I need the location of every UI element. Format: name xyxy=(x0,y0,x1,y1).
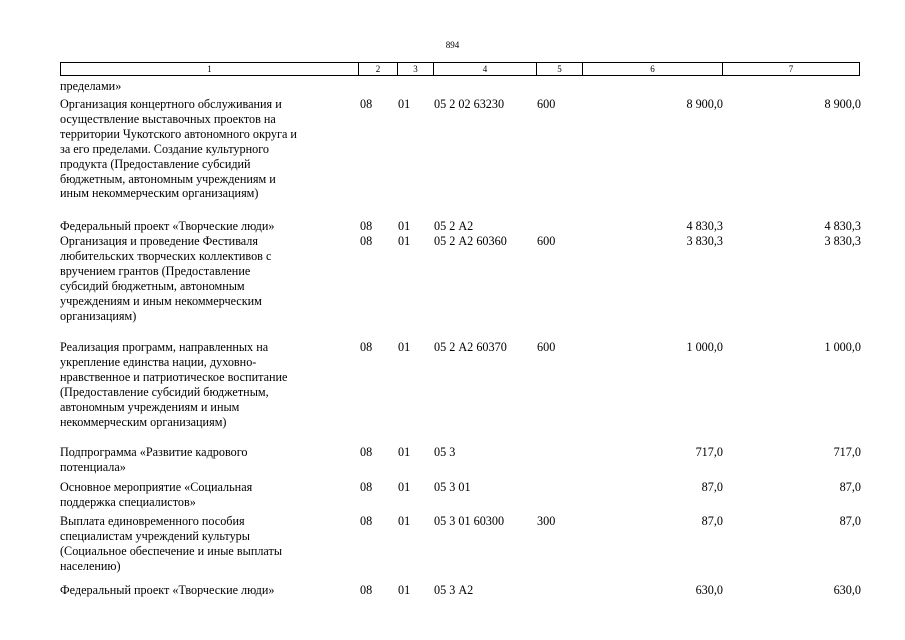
column-header-row xyxy=(60,62,860,76)
row-amount-col6: 4 830,3 xyxy=(686,219,723,233)
page-number: 894 xyxy=(445,40,460,50)
row-section: 08 xyxy=(360,97,373,111)
row-name-line: специалистам учреждений культуры xyxy=(60,528,250,543)
row-name-line: любительских творческих коллективов с xyxy=(60,248,272,263)
row-name xyxy=(60,234,358,323)
row-amount-col7: 717,0 xyxy=(833,445,861,459)
row-name xyxy=(60,219,358,234)
column-header-2: 2 xyxy=(359,63,398,75)
row-name-line: (Предоставление субсидий бюджетным, xyxy=(60,384,269,399)
row-amount-col6: 630,0 xyxy=(695,583,723,597)
row-amount-col7: 8 900,0 xyxy=(824,97,861,111)
row-expense-type: 600 xyxy=(537,234,556,248)
column-header-6: 6 xyxy=(583,63,723,75)
row-subsection: 01 xyxy=(398,97,411,111)
row-target-article: 05 3 01 60300 xyxy=(434,514,505,528)
row-target-article: 05 2 А2 60360 xyxy=(434,234,507,248)
row-amount-col7: 4 830,3 xyxy=(824,219,861,233)
row-name-line: Подпрограмма «Развитие кадрового xyxy=(60,445,248,459)
row-name xyxy=(60,583,358,598)
row-name-line: поддержка специалистов» xyxy=(60,494,196,509)
column-header-1: 1 xyxy=(61,63,359,75)
row-amount-col6: 3 830,3 xyxy=(686,234,723,248)
row-subsection: 01 xyxy=(398,583,411,597)
row-subsection: 01 xyxy=(398,445,411,459)
row-name xyxy=(60,445,358,475)
row-name-line: Федеральный проект «Творческие люди» xyxy=(60,583,275,597)
row-section: 08 xyxy=(360,583,373,597)
row-amount-col6: 87,0 xyxy=(701,480,723,494)
row-section: 08 xyxy=(360,480,373,494)
row-name-line: бюджетным, автономным учреждениям и xyxy=(60,171,276,186)
column-header-4: 4 xyxy=(434,63,537,75)
column-header-5: 5 xyxy=(537,63,583,75)
row-amount-col7: 3 830,3 xyxy=(824,234,861,248)
row-name-line: укрепление единства нации, духовно- xyxy=(60,354,257,369)
row-section: 08 xyxy=(360,514,373,528)
row-expense-type: 600 xyxy=(537,340,556,354)
row-target-article: 05 2 02 63230 xyxy=(434,97,505,111)
row-name-line: Федеральный проект «Творческие люди» xyxy=(60,219,275,233)
row-subsection: 01 xyxy=(398,219,411,233)
row-amount-col7: 87,0 xyxy=(839,480,861,494)
row-target-article: 05 3 xyxy=(434,445,456,459)
row-name-line: потенциала» xyxy=(60,459,126,474)
row-name xyxy=(60,79,358,94)
row-name-line: территории Чукотского автономного округа и xyxy=(60,126,297,141)
row-name xyxy=(60,97,358,201)
row-subsection: 01 xyxy=(398,340,411,354)
row-name xyxy=(60,514,358,574)
row-section: 08 xyxy=(360,445,373,459)
row-name-line: учреждениям и иным некоммерческим xyxy=(60,293,262,308)
row-name-line: иным некоммерческим организациям) xyxy=(60,186,259,201)
row-expense-type: 300 xyxy=(537,514,556,528)
row-name-line: автономным учреждениям и иным xyxy=(60,399,240,414)
row-name-line: осуществление выставочных проектов на xyxy=(60,111,276,126)
row-name-line: пределами» xyxy=(60,79,122,93)
row-name xyxy=(60,480,358,510)
row-section: 08 xyxy=(360,219,373,233)
row-subsection: 01 xyxy=(398,514,411,528)
row-name-line: Выплата единовременного пособия xyxy=(60,514,245,528)
row-target-article: 05 2 А2 xyxy=(434,219,474,233)
row-name-line: продукта (Предоставление субсидий xyxy=(60,156,251,171)
row-name-line: Организация и проведение Фестиваля xyxy=(60,234,258,248)
row-name-line: некоммерческим организациям) xyxy=(60,414,227,429)
row-amount-col6: 717,0 xyxy=(695,445,723,459)
row-subsection: 01 xyxy=(398,480,411,494)
row-name-line: организациям) xyxy=(60,308,137,323)
row-name-line: Реализация программ, направленных на xyxy=(60,340,269,354)
row-amount-col7: 87,0 xyxy=(839,514,861,528)
row-target-article: 05 3 А2 xyxy=(434,583,474,597)
row-section: 08 xyxy=(360,234,373,248)
column-header-7: 7 xyxy=(788,64,794,74)
row-name xyxy=(60,340,358,429)
row-name-line: нравственное и патриотическое воспитание xyxy=(60,369,288,384)
row-amount-col6: 87,0 xyxy=(701,514,723,528)
row-amount-col6: 1 000,0 xyxy=(686,340,723,354)
row-name-line: Организация концертного обслуживания и xyxy=(60,97,282,111)
column-header-3: 3 xyxy=(398,63,434,75)
row-amount-col7: 1 000,0 xyxy=(824,340,861,354)
row-amount-col7: 630,0 xyxy=(833,583,861,597)
row-subsection: 01 xyxy=(398,234,411,248)
row-target-article: 05 3 01 xyxy=(434,480,471,494)
row-name-line: вручением грантов (Предоставление xyxy=(60,263,251,278)
row-expense-type: 600 xyxy=(537,97,556,111)
row-name-line: субсидий бюджетным, автономным xyxy=(60,278,245,293)
row-section: 08 xyxy=(360,340,373,354)
row-target-article: 05 2 А2 60370 xyxy=(434,340,507,354)
row-amount-col6: 8 900,0 xyxy=(686,97,723,111)
row-name-line: населению) xyxy=(60,558,121,573)
row-name-line: (Социальное обеспечение и иные выплаты xyxy=(60,543,283,558)
row-name-line: Основное мероприятие «Социальная xyxy=(60,480,253,494)
row-name-line: за его пределами. Создание культурного xyxy=(60,141,269,156)
